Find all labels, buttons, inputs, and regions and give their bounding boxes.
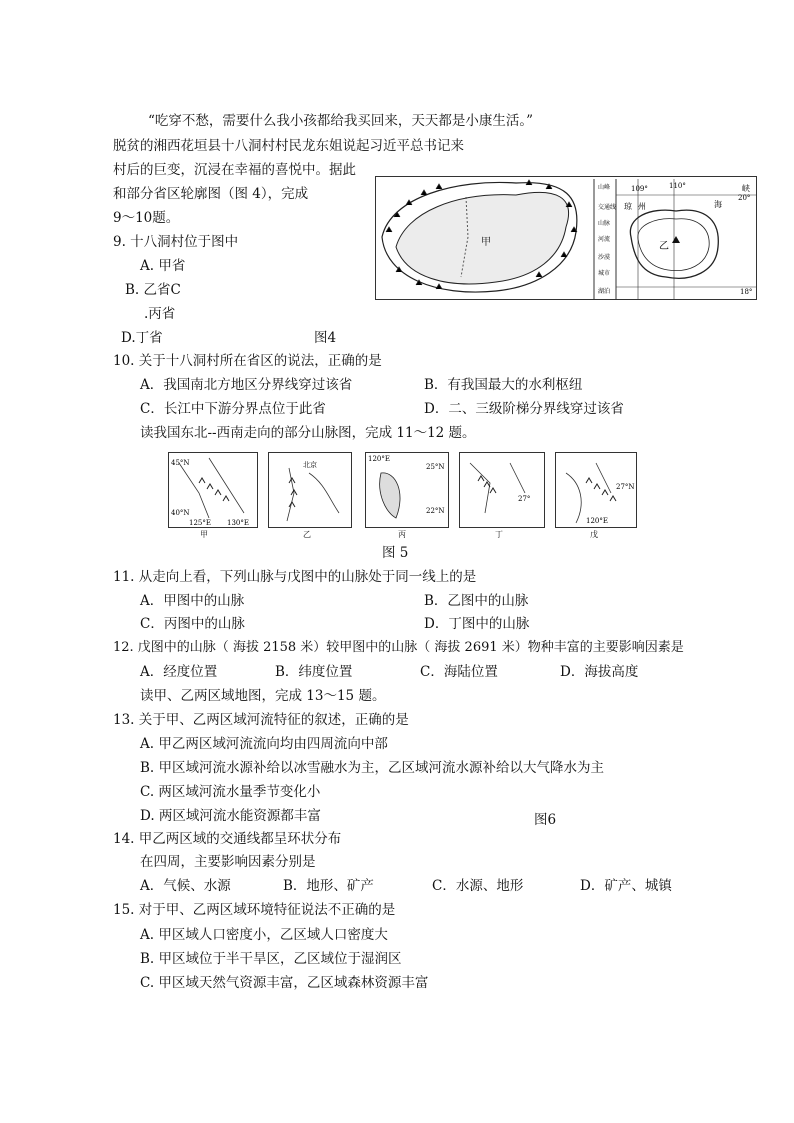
map-label: 乙 xyxy=(303,530,311,539)
island-yi-map xyxy=(616,179,756,299)
option: B. 甲区域河流水源补给以冰雪融水为主，乙区域河流水源补给以大气降水为主 xyxy=(140,760,605,776)
legend-item: 湖泊 xyxy=(598,288,611,295)
strait-label: 琼 xyxy=(624,202,632,211)
latitude-label: 27° xyxy=(518,495,531,503)
option: C．水源、地形 xyxy=(432,878,524,894)
question-stem: 11. 从走向上看，下列山脉与戊图中的山脉处于同一线上的是 xyxy=(113,569,477,585)
map-ding-svg xyxy=(460,453,544,527)
map-yi xyxy=(268,452,352,528)
map-ding xyxy=(459,452,545,528)
option: C．海陆位置 xyxy=(420,664,498,680)
intro-line: 和部分省区轮廓图（图 4），完成 xyxy=(113,186,309,202)
map-label: 丙 xyxy=(398,530,406,539)
legend-item: 城市 xyxy=(598,270,611,277)
option: C．丙图中的山脉 xyxy=(140,616,245,632)
legend-item: 沙漠 xyxy=(598,254,611,261)
longitude-label: 120°E xyxy=(586,517,608,525)
region-map xyxy=(376,177,756,299)
latitude-label: 27°N xyxy=(616,483,635,491)
intro-line: 村后的巨变，沉浸在幸福的喜悦中。据此 xyxy=(113,162,356,178)
latitude-label: 40°N xyxy=(171,509,190,517)
option: B．纬度位置 xyxy=(275,664,353,680)
option: A. 甲乙两区域河流流向均由四周流向中部 xyxy=(140,736,388,752)
question-stem: 10. 关于十八洞村所在省区的说法，正确的是 xyxy=(113,353,382,369)
figure-caption: 图6 xyxy=(534,812,557,828)
latitude-label: 18° xyxy=(740,288,753,296)
latitude-label: 45°N xyxy=(171,459,190,467)
reading-instruction: 读我国东北--西南走向的部分山脉图，完成 11～12 题。 xyxy=(140,425,476,441)
longitude-label: 130°E xyxy=(227,519,249,527)
longitude-label: 110° xyxy=(669,182,686,190)
basin-jia-map xyxy=(382,180,577,292)
figure-caption: 图4 xyxy=(314,330,337,346)
option: A. 甲省 xyxy=(140,258,186,274)
map-wu-svg xyxy=(556,453,636,527)
reading-instruction: 读甲、乙两区域地图，完成 13～15 题。 xyxy=(140,688,386,704)
option: D．矿产、城镇 xyxy=(580,878,672,894)
option: A．经度位置 xyxy=(140,664,218,680)
option: C. 两区域河流水量季节变化小 xyxy=(140,784,321,800)
region-map-figure xyxy=(375,176,757,300)
map-bing-svg xyxy=(366,453,448,527)
option: A．甲图中的山脉 xyxy=(140,593,245,609)
question-stem: 15. 对于甲、乙两区域环境特征说法不正确的是 xyxy=(113,902,396,918)
strait-label: 州 xyxy=(638,202,646,211)
question-stem: 9. 十八洞村位于图中 xyxy=(113,234,239,250)
mountain-peak-icon xyxy=(672,236,680,243)
map-label: 戊 xyxy=(590,530,598,539)
option: D. 两区域河流水能资源都丰富 xyxy=(140,808,321,824)
longitude-label: 125°E xyxy=(189,519,211,527)
region-label-jia: 甲 xyxy=(481,237,491,248)
latitude-label: 25°N xyxy=(426,463,445,471)
longitude-label: 109° xyxy=(631,185,648,193)
option: C. 甲区域天然气资源丰富，乙区域森林资源丰富 xyxy=(140,975,429,991)
question-stem-continued: 在四周，主要影响因素分别是 xyxy=(140,854,316,870)
option: B．乙图中的山脉 xyxy=(424,593,529,609)
option: D．海拔高度 xyxy=(560,664,639,680)
option: D．丁图中的山脉 xyxy=(424,616,530,632)
map-label: 丁 xyxy=(495,530,503,539)
option: .丙省 xyxy=(144,306,176,322)
option: B．有我国最大的水利枢纽 xyxy=(424,377,583,393)
map-label: 甲 xyxy=(200,530,208,539)
map-jia-svg xyxy=(169,453,257,527)
legend-item: 山峰 xyxy=(598,184,611,191)
latitude-label: 20° xyxy=(738,194,751,202)
question-stem: 14. 甲乙两区域的交通线都呈环状分布 xyxy=(113,831,342,847)
option: A. 甲区域人口密度小，乙区域人口密度大 xyxy=(140,927,388,943)
option: A．气候、水源 xyxy=(140,878,231,894)
option: D．二、三级阶梯分界线穿过该省 xyxy=(424,401,624,417)
legend-item: 交通线 xyxy=(598,204,617,211)
question-stem: 12. 戊图中的山脉（ 海拔 2158 米）较甲图中的山脉（ 海拔 2691 米）物种丰富的主要影响因素是 xyxy=(113,640,684,655)
option: D.丁省 xyxy=(121,330,163,346)
intro-quote: “吃穿不愁，需要什么我小孩都给我买回来，天天都是小康生活。” xyxy=(148,113,534,129)
option: B. 乙省C xyxy=(125,282,181,298)
city-label: 北京 xyxy=(303,461,317,469)
option: A．我国南北方地区分界线穿过该省 xyxy=(140,377,353,393)
legend-item: 河流 xyxy=(598,236,611,243)
region-label-yi: 乙 xyxy=(659,241,669,252)
map-yi-svg xyxy=(269,453,351,527)
option: C．长江中下游分界点位于此省 xyxy=(140,401,326,417)
option: B. 甲区域位于半干旱区，乙区域位于湿润区 xyxy=(140,951,402,967)
figure-caption: 图 5 xyxy=(382,545,409,561)
latitude-label: 22°N xyxy=(426,507,445,515)
map-wu xyxy=(555,452,637,528)
strait-label: 峡 xyxy=(742,184,750,193)
map-bing xyxy=(365,452,449,528)
legend-item: 山脉 xyxy=(598,220,611,227)
question-stem: 13. 关于甲、乙两区域河流特征的叙述，正确的是 xyxy=(113,712,409,728)
intro-line: 9～10题。 xyxy=(113,210,180,226)
map-jia xyxy=(168,452,258,528)
option: B．地形、矿产 xyxy=(283,878,374,894)
intro-line: 脱贫的湘西花垣县十八洞村村民龙东姐说起习近平总书记来 xyxy=(113,138,464,154)
longitude-label: 120°E xyxy=(368,455,390,463)
map-legend xyxy=(594,179,616,299)
strait-label: 海 xyxy=(714,200,722,209)
